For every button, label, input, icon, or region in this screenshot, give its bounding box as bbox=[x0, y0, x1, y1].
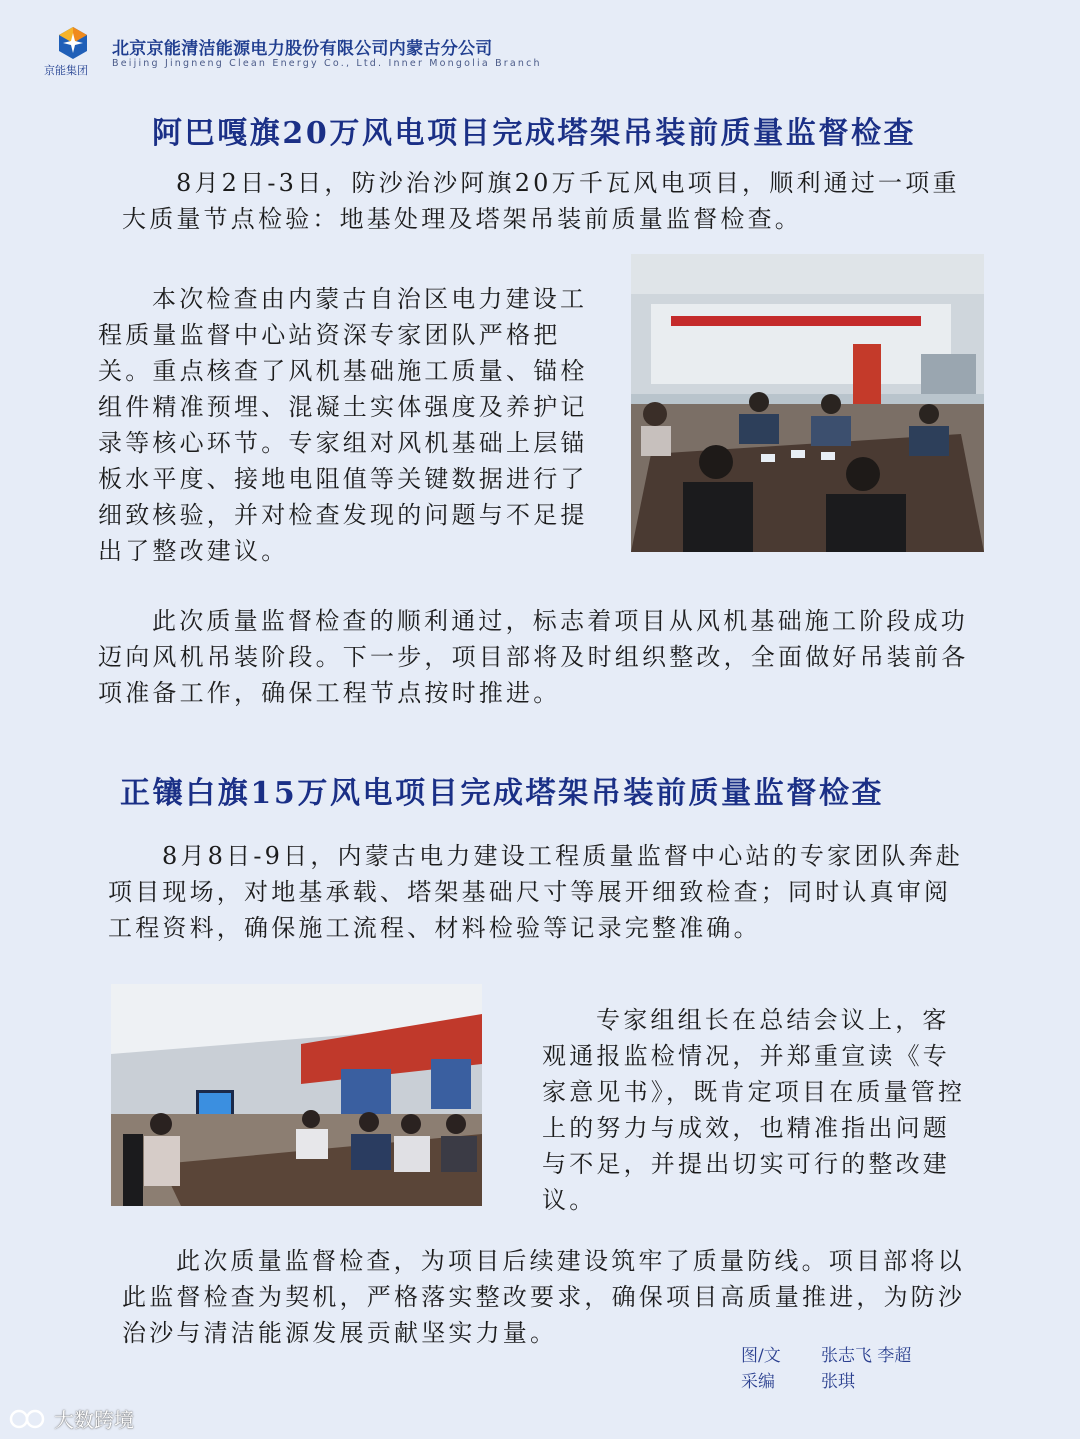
credits bbox=[741, 1343, 911, 1395]
article1-para1: 8月2日-3日，防沙治沙阿旗20万千瓦风电项目，顺利通过一项重大质量节点检验：地基处理及塔架吊装前质量监督检查。 bbox=[122, 169, 960, 233]
meeting-photo-2 bbox=[111, 984, 482, 1206]
credits-text-names: 张志飞 李超 bbox=[821, 1346, 912, 1366]
credits-editor-label: 采编 bbox=[741, 1372, 775, 1392]
credits-text-label: 图/文 bbox=[741, 1346, 781, 1366]
article2-para2: 专家组组长在总结会议上，客观通报监检情况，并郑重宣读《专家意见书》，既肯定项目在质量管控上的努力与成效，也精准指出问题与不足，并提出切实可行的整改建议。 bbox=[542, 1006, 966, 1214]
meeting-photo-1 bbox=[631, 254, 984, 552]
article1-title: 阿巴嘎旗20万风电项目完成塔架吊装前质量监督检查 bbox=[152, 116, 917, 151]
jingneng-logo-icon bbox=[56, 26, 90, 60]
article2-para3: 此次质量监督检查，为项目后续建设筑牢了质量防线。项目部将以此监督检查为契机，严格落实整改要求，确保项目高质量推进，为防沙治沙与清洁能源发展贡献坚实力量。 bbox=[122, 1247, 966, 1347]
article1-para3: 此次质量监督检查的顺利通过，标志着项目从风机基础施工阶段成功迈向风机吊装阶段。下一步，项目部将及时组织整改，全面做好吊装前各项准备工作，确保工程节点按时推进。 bbox=[98, 607, 969, 707]
watermark bbox=[8, 1404, 134, 1433]
credits-editor-names: 张琪 bbox=[821, 1372, 855, 1392]
article2-title: 正镶白旗15万风电项目完成塔架吊装前质量监督检查 bbox=[120, 776, 885, 811]
watermark-logo-icon bbox=[8, 1408, 48, 1430]
watermark-text: 大数跨境 bbox=[54, 1408, 134, 1432]
article1-para2: 本次检查由内蒙古自治区电力建设工程质量监督中心站资深专家团队严格把关。重点核查了风机基础施工质量、锚栓组件精准预埋、混凝土实体强度及养护记录等核心环节。专家组对风机基础上层锚板水平度、接地电阻值等关键数据进行了细致核验，并对检查发现的问题与不足提出了整改建议。 bbox=[98, 285, 588, 565]
article2-para1: 8月8日-9日，内蒙古电力建设工程质量监督中心站的专家团队奔赴项目现场，对地基承载、塔架基础尺寸等展开细致检查；同时认真审阅工程资料，确保施工流程、材料检验等记录完整准确。 bbox=[108, 842, 964, 942]
company-name-en: Beijing Jingneng Clean Energy Co., Ltd. Inner Mongolia Branch bbox=[112, 58, 542, 69]
company-name-cn: 北京京能清洁能源电力股份有限公司内蒙古分公司 bbox=[112, 39, 493, 59]
logo-text: 京能集团 bbox=[44, 64, 88, 77]
